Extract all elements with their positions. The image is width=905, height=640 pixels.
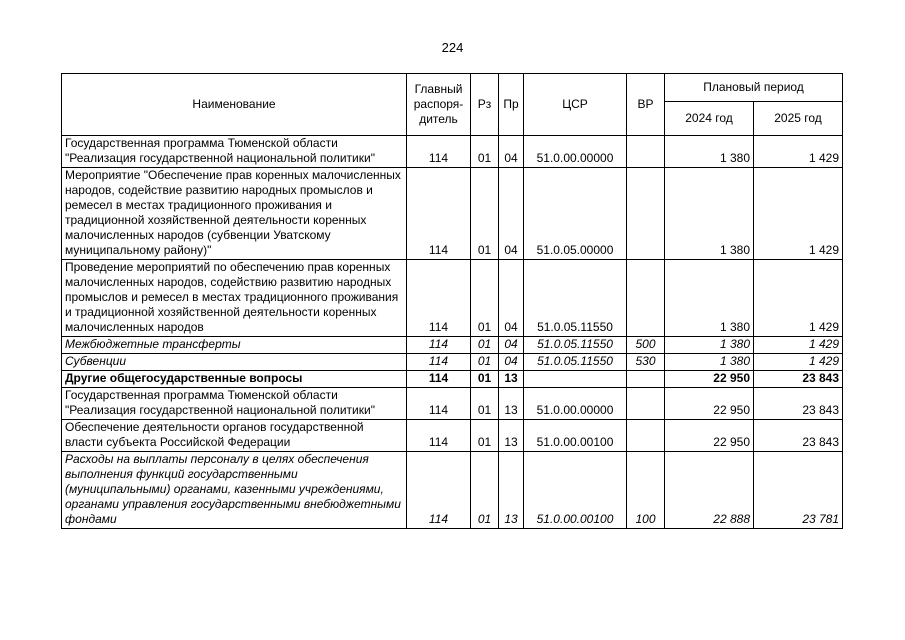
cell-pr: 13 xyxy=(499,388,524,420)
cell-pr: 04 xyxy=(499,354,524,371)
cell-manager: 114 xyxy=(407,452,471,529)
cell-rz: 01 xyxy=(471,371,499,388)
cell-2024: 1 380 xyxy=(665,136,754,168)
table-row xyxy=(62,420,843,452)
budget-table xyxy=(61,73,843,529)
cell-2025: 23 781 xyxy=(754,452,843,529)
header-year-2024: 2024 год xyxy=(665,102,754,136)
cell-pr: 13 xyxy=(499,452,524,529)
cell-name: Расходы на выплаты персоналу в целях обеспечения выполнения функций государственными (муниципальными) органами, казенными учреждениями, органами управления государственными внебюджетными фондами xyxy=(62,452,407,529)
cell-csr: 51.0.05.11550 xyxy=(524,354,627,371)
cell-manager: 114 xyxy=(407,388,471,420)
cell-2024: 1 380 xyxy=(665,337,754,354)
cell-2024: 1 380 xyxy=(665,260,754,337)
cell-2025: 23 843 xyxy=(754,371,843,388)
cell-manager: 114 xyxy=(407,420,471,452)
cell-2024: 1 380 xyxy=(665,354,754,371)
cell-2024: 22 950 xyxy=(665,371,754,388)
cell-manager: 114 xyxy=(407,354,471,371)
page-number: 224 xyxy=(441,40,464,55)
header-year-2025: 2025 год xyxy=(754,102,843,136)
header-name: Наименование xyxy=(62,74,407,136)
table-body xyxy=(62,136,843,529)
cell-pr: 04 xyxy=(499,260,524,337)
cell-name: Государственная программа Тюменской области "Реализация государственной национальной политики" xyxy=(62,388,407,420)
cell-vr xyxy=(627,371,665,388)
cell-name: Межбюджетные трансферты xyxy=(62,337,407,354)
cell-pr: 04 xyxy=(499,136,524,168)
cell-manager: 114 xyxy=(407,337,471,354)
cell-pr: 04 xyxy=(499,168,524,260)
cell-vr xyxy=(627,260,665,337)
table-row xyxy=(62,452,843,529)
cell-csr: 51.0.00.00000 xyxy=(524,388,627,420)
cell-vr: 100 xyxy=(627,452,665,529)
cell-rz: 01 xyxy=(471,388,499,420)
cell-2025: 1 429 xyxy=(754,354,843,371)
cell-2025: 1 429 xyxy=(754,337,843,354)
header-vr: ВР xyxy=(627,74,665,136)
cell-manager: 114 xyxy=(407,136,471,168)
cell-csr: 51.0.05.11550 xyxy=(524,337,627,354)
cell-rz: 01 xyxy=(471,354,499,371)
cell-pr: 13 xyxy=(499,420,524,452)
cell-csr: 51.0.00.00100 xyxy=(524,420,627,452)
cell-name: Мероприятие "Обеспечение прав коренных малочисленных народов, содействие развитию народных промыслов и ремесел в местах традиционного проживания и традиционной хозяйственной деятельности коренных малочисленных народов (субвенции Уватскому муниципальному району)" xyxy=(62,168,407,260)
table-row xyxy=(62,136,843,168)
cell-2025: 1 429 xyxy=(754,260,843,337)
table-row xyxy=(62,371,843,388)
cell-name: Проведение мероприятий по обеспечению прав коренных малочисленных народов, содействию развитию народных промыслов и ремесел в местах традиционного проживания и традиционной хозяйственной деятельности коренных малочисленных народов xyxy=(62,260,407,337)
table-row xyxy=(62,388,843,420)
cell-manager: 114 xyxy=(407,260,471,337)
cell-2024: 22 950 xyxy=(665,420,754,452)
cell-vr xyxy=(627,420,665,452)
cell-rz: 01 xyxy=(471,337,499,354)
cell-rz: 01 xyxy=(471,420,499,452)
table-row xyxy=(62,168,843,260)
header-planned-period: Плановый период xyxy=(665,74,843,102)
cell-csr: 51.0.00.00000 xyxy=(524,136,627,168)
cell-name: Государственная программа Тюменской области "Реализация государственной национальной политики" xyxy=(62,136,407,168)
table-row xyxy=(62,337,843,354)
cell-vr: 530 xyxy=(627,354,665,371)
cell-rz: 01 xyxy=(471,136,499,168)
cell-csr: 51.0.05.11550 xyxy=(524,260,627,337)
cell-2024: 1 380 xyxy=(665,168,754,260)
cell-vr xyxy=(627,136,665,168)
cell-name: Субвенции xyxy=(62,354,407,371)
table-row xyxy=(62,260,843,337)
header-pr: Пр xyxy=(499,74,524,136)
cell-2025: 1 429 xyxy=(754,168,843,260)
cell-2025: 1 429 xyxy=(754,136,843,168)
cell-manager: 114 xyxy=(407,168,471,260)
cell-csr: 51.0.00.00100 xyxy=(524,452,627,529)
cell-csr xyxy=(524,371,627,388)
cell-manager: 114 xyxy=(407,371,471,388)
header-manager: Главный распоря-дитель xyxy=(407,74,471,136)
cell-2025: 23 843 xyxy=(754,388,843,420)
cell-vr xyxy=(627,168,665,260)
cell-2024: 22 950 xyxy=(665,388,754,420)
table-header xyxy=(62,74,843,136)
header-rz: Рз xyxy=(471,74,499,136)
cell-csr: 51.0.05.00000 xyxy=(524,168,627,260)
cell-2024: 22 888 xyxy=(665,452,754,529)
cell-vr xyxy=(627,388,665,420)
cell-2025: 23 843 xyxy=(754,420,843,452)
table-row xyxy=(62,354,843,371)
cell-rz: 01 xyxy=(471,452,499,529)
header-csr: ЦСР xyxy=(524,74,627,136)
cell-rz: 01 xyxy=(471,168,499,260)
cell-pr: 04 xyxy=(499,337,524,354)
cell-name: Другие общегосударственные вопросы xyxy=(62,371,407,388)
cell-vr: 500 xyxy=(627,337,665,354)
cell-name: Обеспечение деятельности органов государственной власти субъекта Российской Федерации xyxy=(62,420,407,452)
cell-rz: 01 xyxy=(471,260,499,337)
cell-pr: 13 xyxy=(499,371,524,388)
